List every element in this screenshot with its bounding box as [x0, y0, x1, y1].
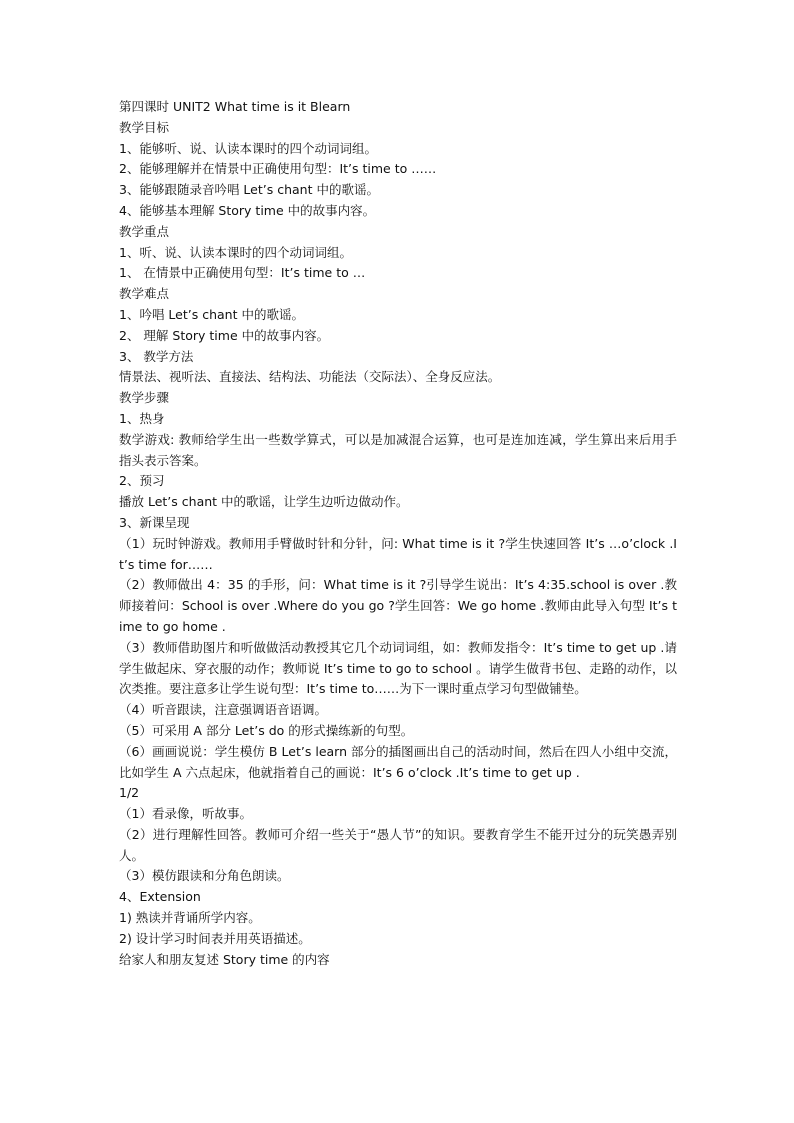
objective-item: 4、能够基本理解 Story time 中的故事内容。 — [119, 202, 376, 218]
key-point-item: 1、听、说、认读本课时的四个动词词组。 — [119, 244, 352, 260]
step-paragraph: 数学游戏: 教师给学生出一些数学算式，可以是加减混合运算，也可是连加连减，学生算出来后用手指头表示答案。 — [119, 431, 677, 468]
difficulty-item: 2、 理解 Story time 中的故事内容。 — [119, 327, 330, 343]
step-heading-warmup: 1、热身 — [119, 410, 165, 426]
methods-text: 情景法、视听法、直接法、结构法、功能法（交际法）、全身反应法。 — [119, 369, 501, 385]
step-paragraph: （5）可采用 A 部分 Let’s do 的形式操练新的句型。 — [119, 722, 414, 738]
step-heading-presentation: 3、新课呈现 — [119, 514, 190, 530]
objective-item: 1、能够听、说、认读本课时的四个动词词组。 — [119, 140, 377, 156]
objective-item: 2、能够理解并在情景中正确使用句型：It’s time to …… — [119, 161, 437, 177]
heading-difficulties: 教学难点 — [119, 286, 170, 302]
key-point-item: 1、 在情景中正确使用句型：It’s time to … — [119, 265, 366, 281]
heading-teaching-methods: 3、 教学方法 — [119, 348, 194, 364]
extension-item: 2) 设计学习时间表并用英语描述。 — [119, 930, 311, 946]
difficulty-item: 1、吟唱 Let’s chant 中的歌谣。 — [119, 306, 304, 322]
step-paragraph: （3）教师借助图片和听做做活动教授其它几个动词词组，如：教师发指令：It’s time to get up .请学生做起床、穿衣服的动作；教师说 It’s time to go to school 。请学生做背书包、走路的动作，以次类推。要注意多让学生说句型：It’s time to……为下一课时重点学习句型做铺垫。 — [119, 639, 677, 697]
heading-teaching-steps: 教学步骤 — [119, 390, 170, 406]
step-paragraph: （4）听音跟读，注意强调语音语调。 — [119, 702, 327, 718]
step-paragraph: （1）玩时钟游戏。教师用手臂做时针和分针，问: What time is it ?学生快速回答 It’s …o’clock .It’s time for…… — [119, 535, 677, 572]
step-paragraph: （6）画画说说：学生模仿 B Let’s learn 部分的插图画出自己的活动时间，然后在四人小组中交流，比如学生 A 六点起床，他就指着自己的画说：It’s 6 o’clock .It’s time to get up . — [119, 743, 677, 780]
step-heading-preview: 2、预习 — [119, 473, 165, 489]
extension-item: 1) 熟读并背诵所学内容。 — [119, 910, 261, 926]
step-paragraph: 播放 Let’s chant 中的歌谣，让学生边听边做动作。 — [119, 494, 409, 510]
extension-item: 给家人和朋友复述 Story time 的内容 — [119, 951, 330, 967]
document-body — [119, 97, 677, 970]
step-paragraph: （1）看录像，听故事。 — [119, 806, 252, 822]
step-heading-extension: 4、Extension — [119, 889, 201, 905]
document-title: 第四课时 UNIT2 What time is it Blearn — [119, 99, 351, 114]
heading-key-points: 教学重点 — [119, 223, 170, 239]
step-paragraph: （3）模仿跟读和分角色朗读。 — [119, 868, 290, 884]
step-paragraph: （2）进行理解性回答。教师可介绍一些关于“愚人节”的知识。要教育学生不能开过分的玩笑愚弄别人。 — [119, 826, 677, 863]
page-number: 1/2 — [119, 785, 140, 801]
objective-item: 3、能够跟随录音吟唱 Let’s chant 中的歌谣。 — [119, 182, 379, 198]
step-paragraph: （2）教师做出 4：35 的手形，问：What time is it ?引导学生说出：It’s 4:35.school is over .教师接着问：School is over .Where do you go ?学生回答：We go home .教师由此导入句型 It’s time to go home . — [119, 577, 677, 634]
heading-teaching-objectives: 教学目标 — [119, 119, 170, 135]
